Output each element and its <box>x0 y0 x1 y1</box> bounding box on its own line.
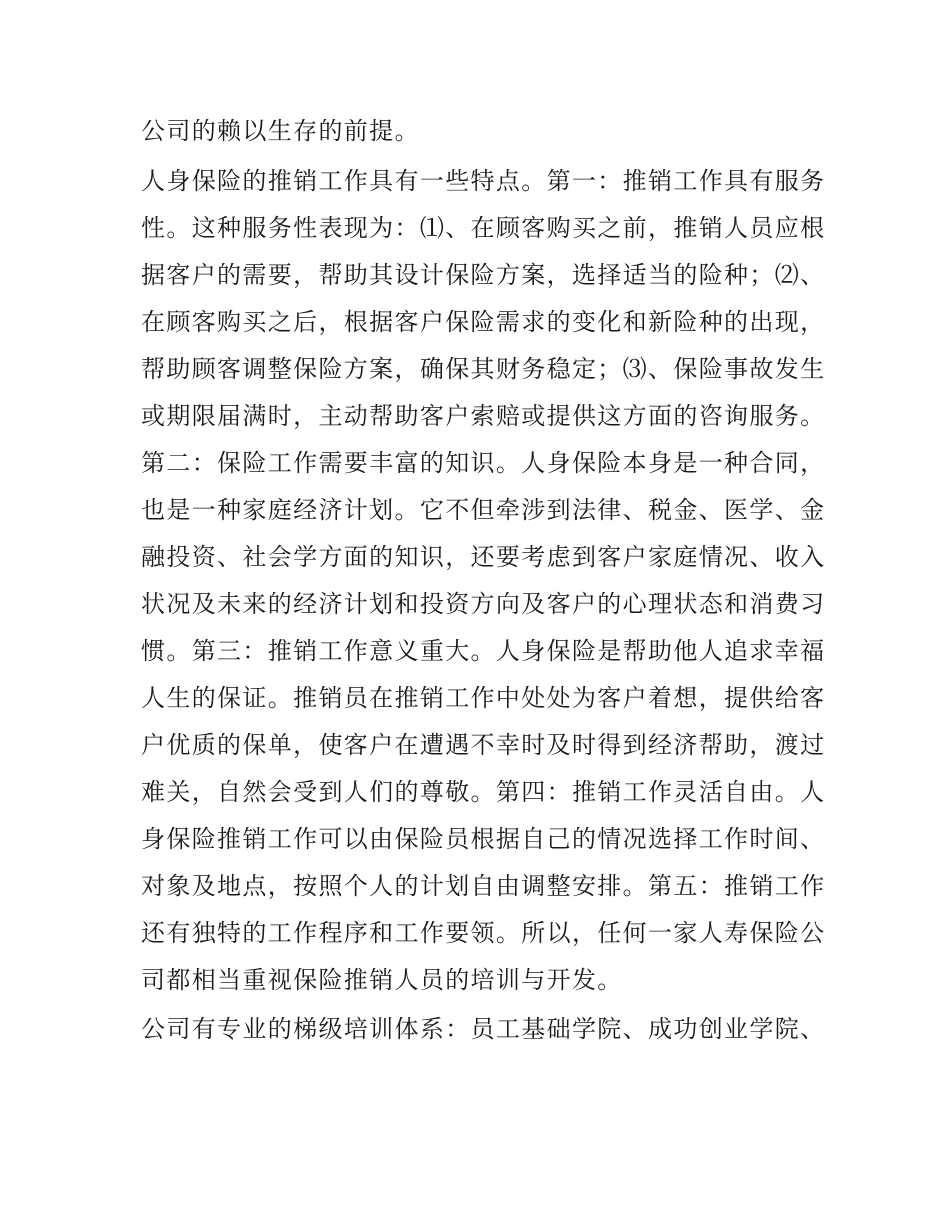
text-line: 对象及地点，按照个人的计划自由调整安排。第五：推销工作 <box>141 872 826 900</box>
text-line: 司都相当重视保险推销人员的培训与开发。 <box>141 966 623 994</box>
text-line: 公司有专业的梯级培训体系：员工基础学院、成功创业学院、 <box>141 1015 826 1043</box>
text-line: 身保险推销工作可以由保险员根据自己的情况选择工作时间、 <box>141 825 826 853</box>
text-line: 人生的保证。推销员在推销工作中处处为客户着想，提供给客 <box>141 684 826 712</box>
text-line: 帮助顾客调整保险方案，确保其财务稳定；⑶、保险事故发生 <box>141 355 826 383</box>
text-line: 或期限届满时，主动帮助客户索赔或提供这方面的咨询服务。 <box>141 402 826 430</box>
text-line: 状况及未来的经济计划和投资方向及客户的心理状态和消费习 <box>141 590 826 618</box>
text-line: 惯。第三：推销工作意义重大。人身保险是帮助他人追求幸福 <box>141 637 826 665</box>
text-line: 公司的赖以生存的前提。 <box>141 117 420 145</box>
text-line: 人身保险的推销工作具有一些特点。第一：推销工作具有服务 <box>141 167 826 195</box>
text-line: 还有独特的工作程序和工作要领。所以，任何一家人寿保险公 <box>141 919 826 947</box>
text-line: 在顾客购买之后，根据客户保险需求的变化和新险种的出现， <box>141 308 826 336</box>
text-line: 融投资、社会学方面的知识，还要考虑到客户家庭情况、收入 <box>141 543 826 571</box>
text-line: 户优质的保单，使客户在遭遇不幸时及时得到经济帮助，渡过 <box>141 731 826 759</box>
text-line: 第二：保险工作需要丰富的知识。人身保险本身是一种合同， <box>141 449 826 477</box>
text-line: 难关，自然会受到人们的尊敬。第四：推销工作灵活自由。人 <box>141 778 826 806</box>
text-line: 据客户的需要，帮助其设计保险方案，选择适当的险种；⑵、 <box>141 261 826 289</box>
text-line: 也是一种家庭经济计划。它不但牵涉到法律、税金、医学、金 <box>141 496 826 524</box>
text-line: 性。这种服务性表现为：⑴、在顾客购买之前，推销人员应根 <box>141 214 826 242</box>
